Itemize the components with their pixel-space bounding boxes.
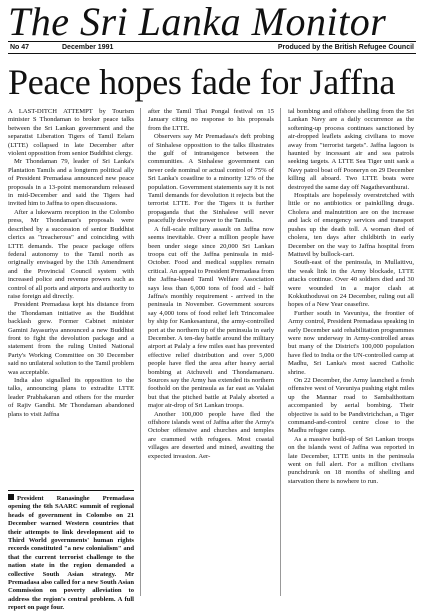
summit-news-box (8, 490, 134, 612)
paragraph: India also signalled its opposition to the talks, announcing plans to extradite LTTE leader Prabhakaran and others for the murder of Rajiv Gandhi. Mr Thondaman abandoned plans to visit Jaffna (8, 377, 134, 418)
paragraph: Mr Thondaman 79, leader of Sri Lanka's Plantation Tamils and a longterm political ally of President Premadasa announced new peace proposals in a 13-point memorandum released in mid-December and said the Tigers had invited him to Jaffna to open discussions. (8, 158, 134, 208)
issue-date: December 1991 (62, 44, 114, 51)
paragraph: A full-scale military assault on Jaffna now seems inevitable. Over a million people have been under siege since 20,000 Sri Lankan troops cut off the Jaffna peninsula in mid-October. Food and medical supplies remain critical. An appeal to President Premadasa from the Jaffna-based Tamil Welfare Association says less than 6,000 tons of food aid - half Jaffna's monthly requirement - arrived in the peninsula in November. Government sources say 4,000 tons of food relief left Trincomalee by ship for Kankesanturai, the army-controlled port at the northern tip of the peninsula in early December. A ten-day battle around the military airport at Palaly a few miles east has prevented effective relief distribution and over 5,000 people have fled the area after heavy aerial bombing at Atchuveli and Thondamanaru. Sources say the Army has extended its northern foothold on the peninsula as far east as Valalai but that the pitched battle at Palaly aborted a major air-drop of Sri Lankan troops. (148, 225, 274, 410)
paragraph: On 22 December, the Army launched a fresh offensive west of Vavuniya pushing eight miles up the Mannar road to Sambalthottam accompanied by aerial bombing. Their objective is said to be Pandivirichchan, a Tiger command-and-control centre close to the Madhu refugee camp. (288, 377, 414, 435)
column-divider (140, 108, 141, 596)
headline: Peace hopes fade for Jaffna (8, 62, 396, 102)
masthead-title: The Sri Lanka Monitor (8, 0, 387, 44)
bullet-square (8, 494, 14, 500)
paragraph: Another 100,000 people have fled the offshore islands west of Jaffna after the Army's October offensive and churches and temples are crammed with refugees. Most coastal villages are deserted and mined, awaiting the expected invasion. Aer- (148, 410, 274, 460)
paragraph: ial bombing and offshore shelling from the Sri Lankan Navy are a daily occurrence as the softening-up process continues sanctioned by air-dropped leaflets asking civilians to move away from "terrorist targets". Jaffna lagoon is haunted by incessant air and sea patrols seeking targets. A LTTE Sea Tiger unit sank a Navy patrol boat off Pooneryn on 29 December killing all aboard. Two LTTE boats were destroyed the same day off Nagathevanthurai. (288, 108, 414, 191)
article-column-1 (8, 108, 134, 488)
article-column-3 (288, 108, 414, 596)
paragraph: Observers say Mr Premadasa's deft probing of Sinhalese opposition to the talks illustrates the gulf of intransigence between the communities. A Sinhalese government can never cede nominal or actual control of 75% of Sri Lanka's coastline to a minority 12% of the population. Government statements say it is not Tamil demands for devolution it rejects but the terrorist LTTE. For the Tigers it is further propaganda that the Sinhalese will never peacefully devolve power to the Tamils. (148, 133, 274, 225)
paragraph: Hospitals are hopelessly overstretched with little or no antibiotics or painkilling drugs. Cholera and malnutrition are on the increase and lack of emergency services and transport pushes up the death toll. A woman died of cholera, ten days after childbirth in early December on the way to Jaffna hospital from Mattuvil by bullock-cart. (288, 192, 414, 258)
producer-credit: Produced by the British Refugee Council (277, 44, 414, 51)
paragraph: As a massive build-up of Sri Lankan troops on the islands west of Jaffna was reported in late December, LTTE units in the peninsula went on full alert. For a million civilians punchdrunk on 18 months of shelling and starvation there is nowhere to run. (288, 435, 414, 485)
article-column-2 (148, 108, 274, 596)
column-divider (280, 108, 281, 596)
paragraph: After a lukewarm reception in the Colombo press, Mr Thondaman's proposals were described by a succession of senior Buddhist clerics as "treacherous" and coinciding with LTTE demands. The peace package offers federal autonomy to the Tamil north as originally envisaged by the 13th Amendment and the Provincial Council system with increased police and revenue powers such as control of all ports and airports and authority to raise foreign aid directly. (8, 208, 134, 300)
paragraph: after the Tamil Thai Pongal festival on 15 January citing no response to his proposals from the LTTE. (148, 108, 274, 132)
paragraph: A LAST-DITCH ATTEMPT by Tourism minister S Thondaman to broker peace talks between the Sri Lankan government and the separatist Liberation Tigers of Tamil Eelam (LTTE) collapsed in late December after violent opposition from senior Buddhist clergy. (8, 108, 134, 158)
paragraph: Further south in Vavuniya, the frontier of Army control, President Premadasa speaking in early December said rehabilitation programmes were now underway in Army-controlled areas but many of the District's 100,000 population have fled to India or the UN-controlled camp at Madhu, Sri Lanka's most sacred Catholic shrine. (288, 309, 414, 376)
paragraph: President Premadasa kept his distance from the Thondaman initiative as the Buddhist backlash grew. Former Cabinet minister Gamini Jayasuriya announced a new Buddhist front to fight the devolution package and a statement from the ruling United National Party's Working Committee on 30 December said no unilateral solution to the Tamil problem was acceptable. (8, 301, 134, 376)
issue-info-bar (8, 41, 416, 54)
summit-news-text: President Ranasinghe Premadasa opening the 6th SAARC summit of regional heads of government in Colombo on 21 December warned Western countries that their attempts to link development aid to Third World governments' human rights records constituted "a new colonialism" and that the current terrorist challenge to the nation state in the region demanded a collective South Asian strategy. Mr Premadasa also called for a new South Asian Commission on poverty alleviation to address the region's central problem. A full report on page four. (8, 495, 134, 612)
issue-number: No 47 (10, 44, 30, 51)
paragraph: South-east of the peninsula, in Mullaitivu, the weak link in the Army blockade, LTTE attacks continue. Over 40 soldiers died and 30 were wounded in a major clash at Kokkuthoduvai on 24 December, ruling out all hopes of a New Year ceasefire. (288, 259, 414, 309)
